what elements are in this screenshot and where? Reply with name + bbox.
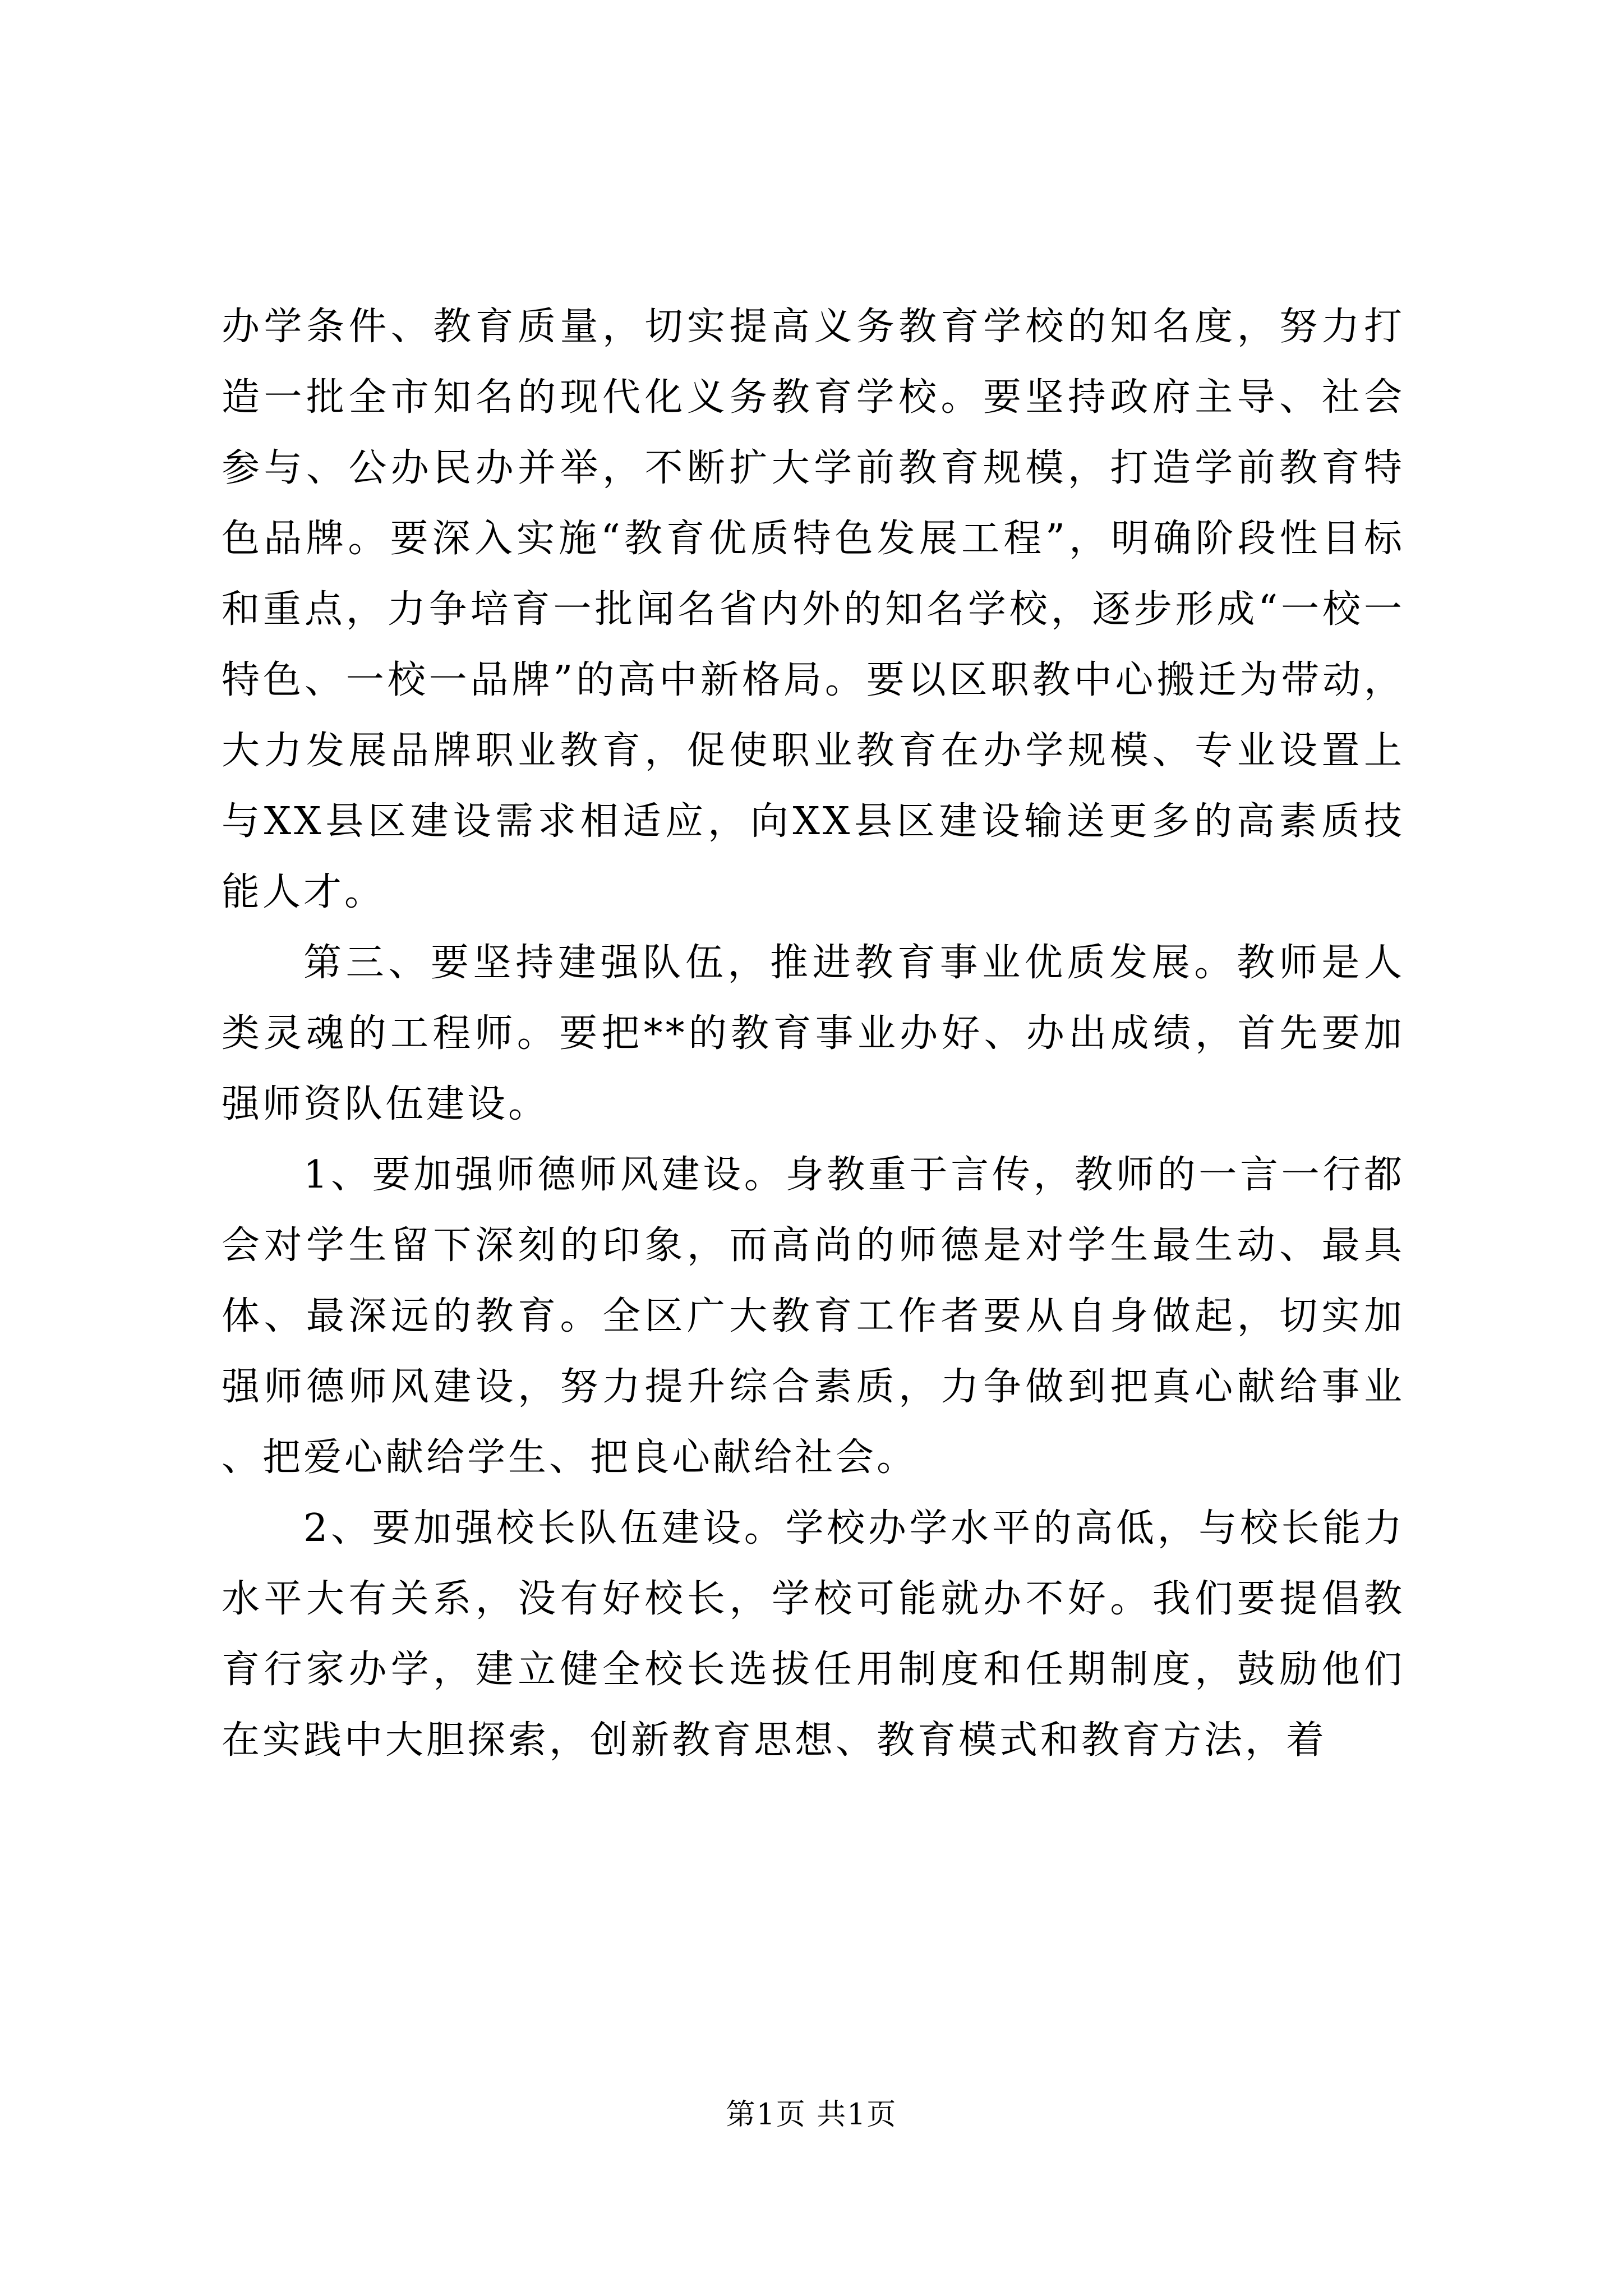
document-body xyxy=(222,292,1405,1776)
page-footer: 第1页 共1页 xyxy=(726,2098,897,2132)
paragraph-2: 第三、要坚持建强队伍，推进教育事业优质发展。教师是人类灵魂的工程师。要把**的教育事业办好、办出成绩，首先要加强师资队伍建设。 xyxy=(222,941,1405,1126)
paragraph-3: 1、要加强师德师风建设。身教重于言传，教师的一言一行都会对学生留下深刻的印象，而高尚的师德是对学生最生动、最具体、最深远的教育。全区广大教育工作者要从自身做起，切实加强师德师风建设，努力提升综合素质，力争做到把真心献给事业、把爱心献给学生、把良心献给社会。 xyxy=(222,1153,1405,1480)
paragraph-4: 2、要加强校长队伍建设。学校办学水平的高低，与校长能力水平大有关系，没有好校长，学校可能就办不好。我们要提倡教育行家办学，建立健全校长选拔任用制度和任期制度，鼓励他们在实践中大胆探索，创新教育思想、教育模式和教育方法，着 xyxy=(222,1506,1405,1763)
paragraph-1: 办学条件、教育质量，切实提高义务教育学校的知名度，努力打造一批全市知名的现代化义务教育学校。要坚持政府主导、社会参与、公办民办并举，不断扩大学前教育规模，打造学前教育特色品牌。要深入实施“教育优质特色发展工程”，明确阶段性目标和重点，力争培育一批闻名省内外的知名学校，逐步形成“一校一特色、一校一品牌”的高中新格局。要以区职教中心搬迁为带动，大力发展品牌职业教育，促使职业教育在办学规模、专业设置上与XX县区建设需求相适应，向XX县区建设输送更多的高素质技能人才。 xyxy=(222,305,1405,914)
